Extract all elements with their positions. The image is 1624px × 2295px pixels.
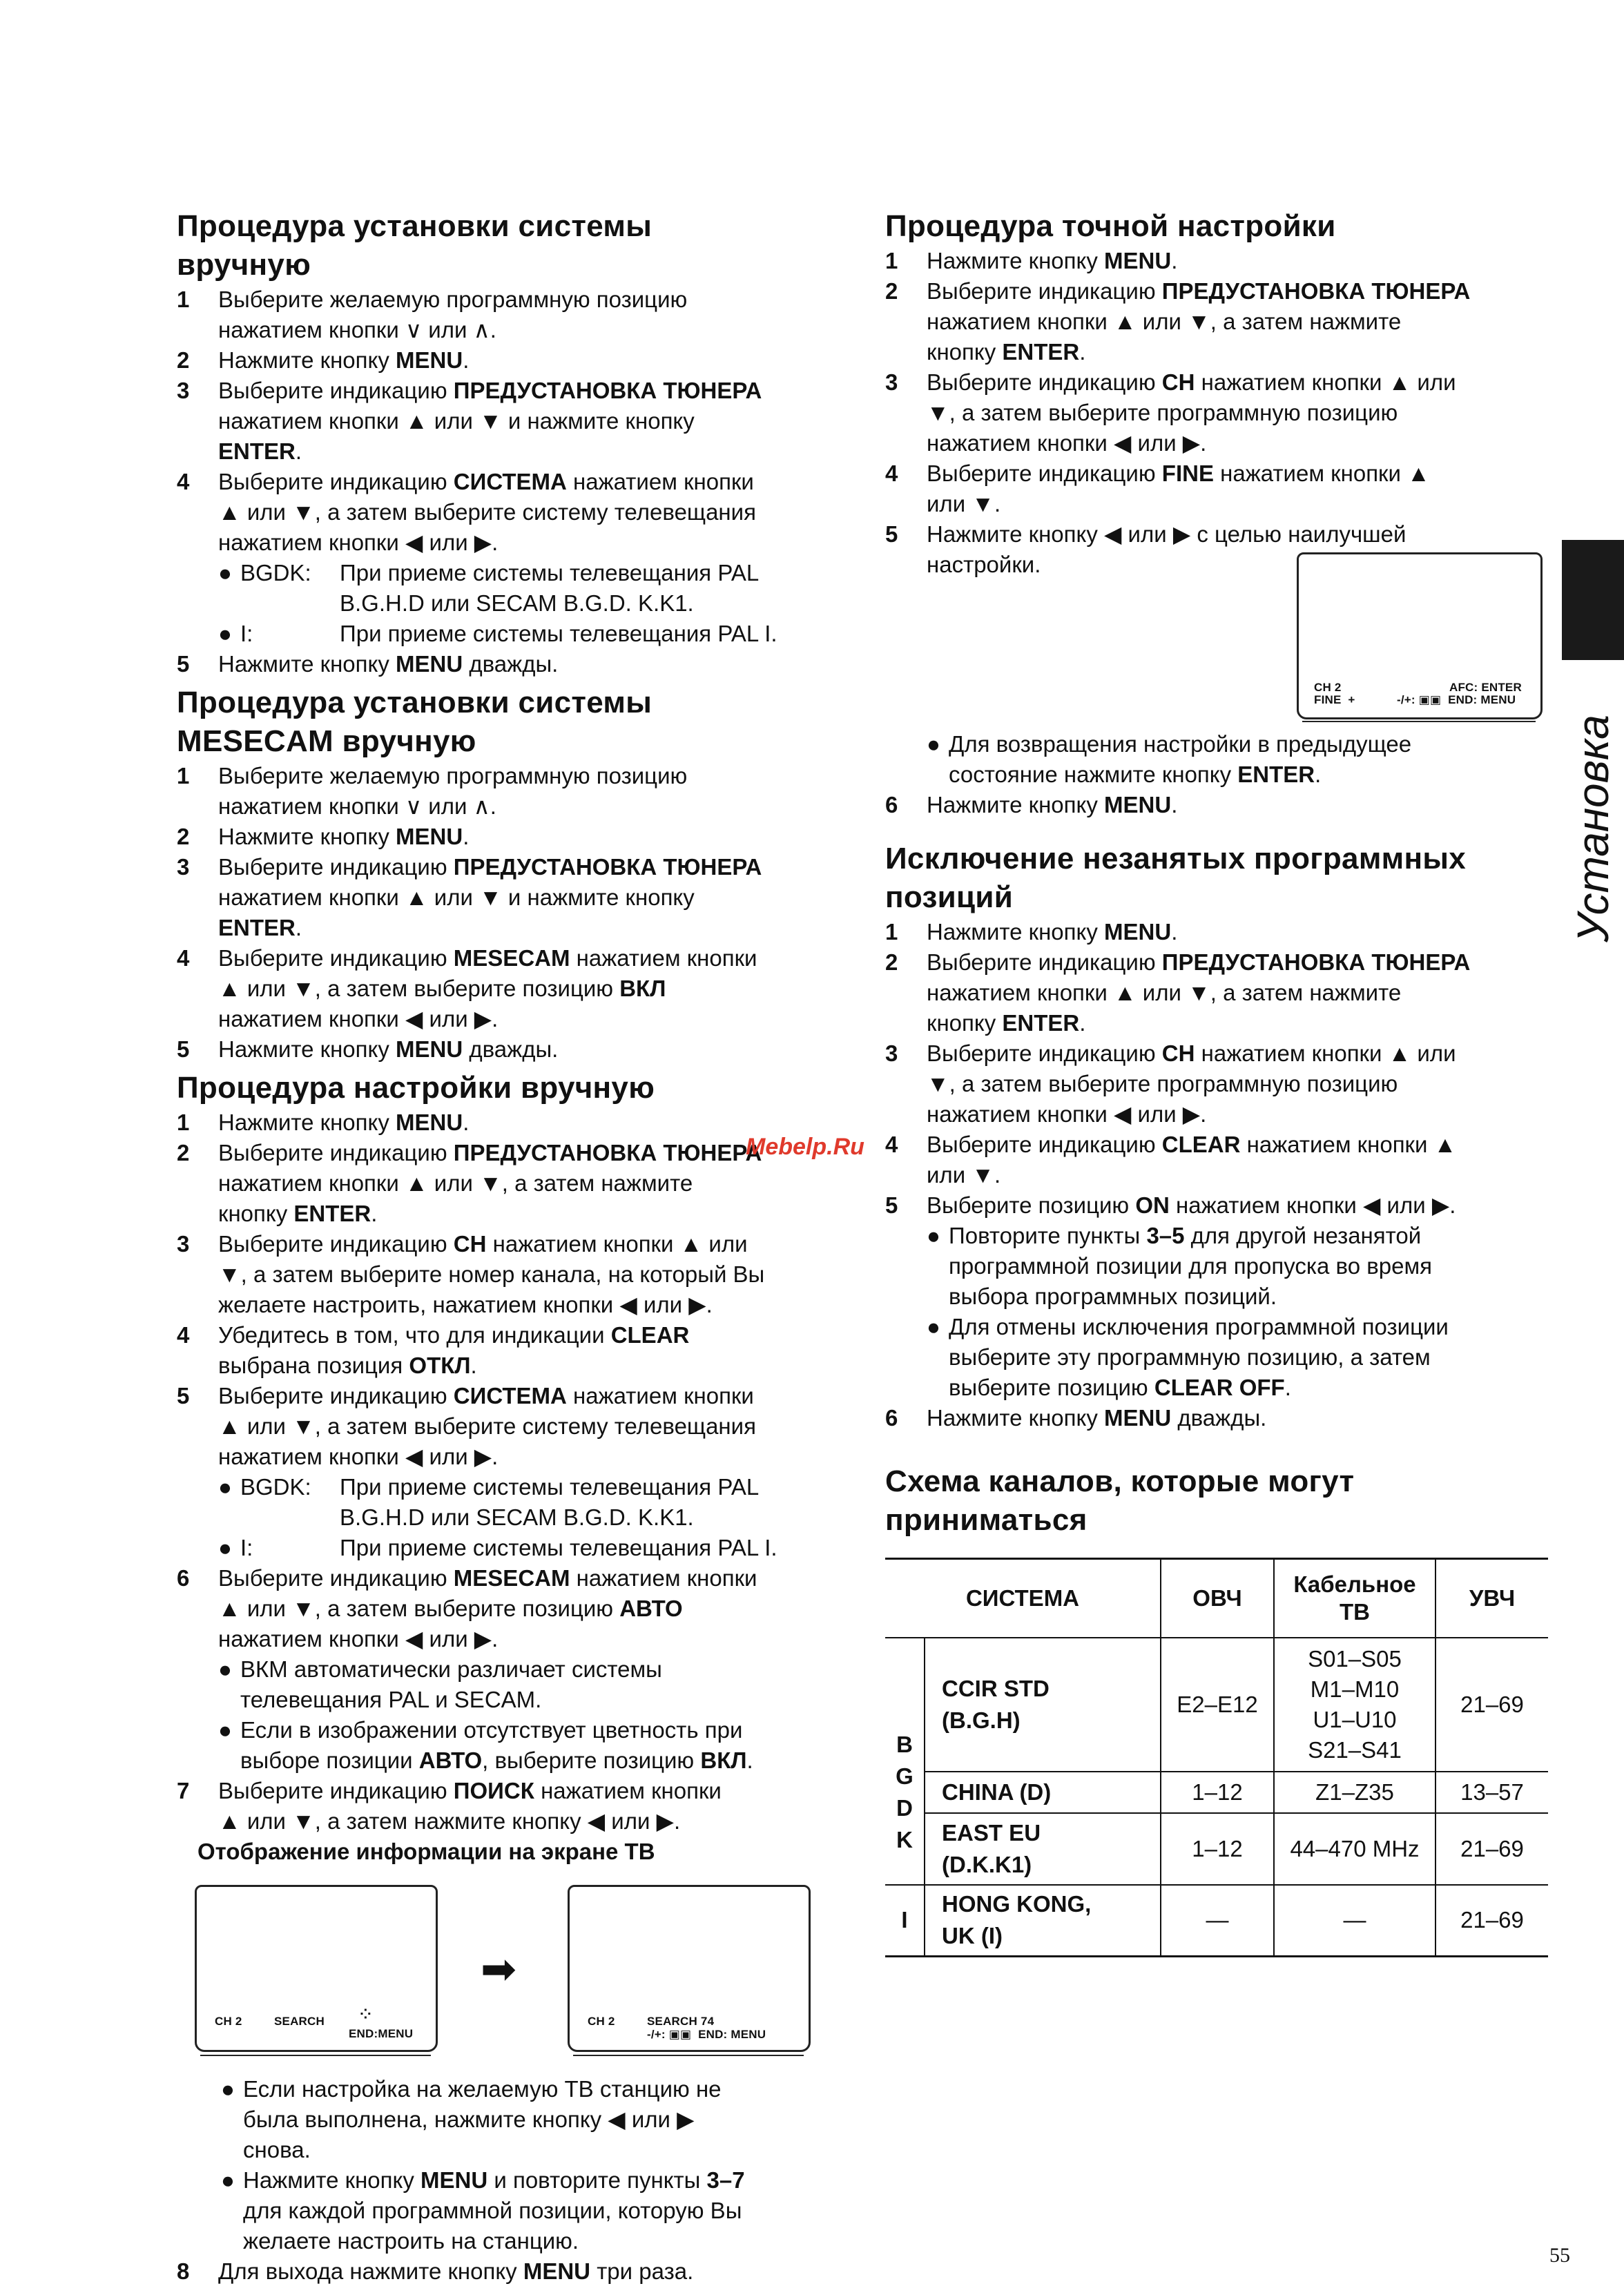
- step-6: 6 Нажмите кнопку MENU дважды.: [885, 1405, 1267, 1431]
- vhf-range: 1–12: [1161, 1772, 1274, 1813]
- system-name: CHINA (D): [925, 1772, 1161, 1813]
- left-column: [177, 207, 840, 2287]
- osd-channel: CH 2: [588, 2015, 615, 2028]
- option-i: ● I: При приеме системы телевещания PAL I.: [218, 621, 777, 646]
- steps-skip-positions: [885, 917, 1548, 1433]
- step-1: 1 Выберите желаемую программную позицию нажатием кнопки ∨ или ∧.: [177, 287, 688, 342]
- note-restore: ● Для возвращения настройки в предыдущее состояние нажмите кнопку ENTER.: [927, 731, 1412, 787]
- step-2: 2 Нажмите кнопку MENU.: [177, 824, 470, 849]
- step-4: 4 Выберите индикацию FINE нажатием кнопки ▲ или ▼.: [885, 461, 1430, 516]
- step-1: 1 Выберите желаемую программную позицию нажатием кнопки ∨ или ∧.: [177, 763, 688, 819]
- table-row: [885, 1638, 1548, 1772]
- channel-table: [885, 1558, 1548, 1957]
- section-title-fine-tuning: Процедура точной настройки: [885, 209, 1336, 243]
- cable-range: S01–S05 M1–M10 U1–U10 S21–S41: [1274, 1638, 1436, 1772]
- cable-range: 44–470 MHz: [1274, 1813, 1436, 1885]
- section-title-mesecam: Процедура установки системы MESECAM вручную: [177, 686, 652, 758]
- group-i: I: [885, 1885, 925, 1957]
- osd-channel: CH 2: [215, 2015, 242, 2028]
- side-tab-marker: [1562, 540, 1624, 660]
- step-7: 7 Выберите индикацию ПОИСК нажатием кнопки ▲ или ▼, а затем нажмите кнопку ◀ или ▶.: [177, 1778, 722, 1834]
- osd-searching-spinner-icon: ⁘: [360, 2007, 371, 2022]
- vhf-range: 1–12: [1161, 1813, 1274, 1885]
- step-5: 5 Выберите индикацию СИСТЕМА нажатием кнопки ▲ или ▼, а затем выберите систему телевещания нажатием кнопки ◀ или ▶.: [177, 1383, 756, 1469]
- tv-screen-found: [568, 1885, 811, 2052]
- tv-base-line: [200, 2055, 431, 2056]
- step-5: 5 Нажмите кнопку MENU дважды.: [177, 651, 559, 677]
- tv-display-caption: Отображение информации на экране ТВ: [197, 1839, 655, 1864]
- steps-fine-tuning-end: [885, 729, 1548, 820]
- system-name: EAST EU (D.K.K1): [925, 1813, 1161, 1885]
- step-2: 2 Выберите индикацию ПРЕДУСТАНОВКА ТЮНЕРА нажатием кнопки ▲ или ▼, а затем нажмите кнопку ENTER.: [177, 1140, 762, 1226]
- tv-screen-searching: [195, 1885, 438, 2052]
- step-5: 5 Нажмите кнопку MENU дважды.: [177, 1036, 559, 1062]
- header-cable: Кабельное ТВ: [1274, 1559, 1436, 1638]
- note-repeat: ● Нажмите кнопку MENU и повторите пункты 3–7 для каждой программной позиции, которую Вы желаете настроить на станцию.: [221, 2167, 745, 2254]
- step-1: 1 Нажмите кнопку MENU.: [885, 248, 1178, 273]
- step-2: 2 Нажмите кнопку MENU.: [177, 347, 470, 373]
- option-bgdk: ● BGDK: При приеме системы телевещания PAL B.G.H.D или SECAM B.G.D. K.K1.: [218, 560, 760, 616]
- header-uhf: УВЧ: [1469, 1585, 1516, 1611]
- fine-tuning-screen-area: [885, 544, 1548, 730]
- uhf-range: 21–69: [1460, 1907, 1524, 1933]
- step-2: 2 Выберите индикацию ПРЕДУСТАНОВКА ТЮНЕРА нажатием кнопки ▲ или ▼, а затем нажмите кнопку ENTER.: [885, 278, 1471, 365]
- table-row: [885, 1772, 1548, 1813]
- osd-afc: AFC: ENTER: [1449, 681, 1522, 694]
- osd-search-number: SEARCH 74: [647, 2015, 715, 2028]
- system-name: HONG KONG, UK (I): [925, 1885, 1161, 1957]
- uhf-range: 21–69: [1460, 1691, 1524, 1717]
- vhf-range: E2–E12: [1161, 1638, 1274, 1772]
- step-5: 5 Нажмите кнопку ◀ или ▶ с целью наилучшей настройки.: [885, 521, 1406, 577]
- tv-screens-row: [177, 1867, 840, 2074]
- step-4: 4 Убедитесь в том, что для индикации CLEAR выбрана позиция ОТКЛ.: [177, 1322, 690, 1378]
- step-3: 3 Выберите индикацию ПРЕДУСТАНОВКА ТЮНЕРА нажатием кнопки ▲ или ▼ и нажмите кнопку ENTER.: [177, 854, 762, 940]
- steps-mesecam: [177, 761, 840, 1065]
- step-6: 6 Нажмите кнопку MENU.: [885, 792, 1178, 817]
- steps-manual-tuning-notes: [177, 2074, 840, 2287]
- note-vcr-auto: ● ВКМ автоматически различает системы телевещания PAL и SECAM.: [218, 1656, 662, 1712]
- watermark: Mebelp.Ru: [746, 1134, 864, 1160]
- steps-manual-tuning: [177, 1107, 840, 1867]
- note-no-color: ● Если в изображении отсутствует цветность при выборе позиции АВТО, выберите позицию ВКЛ.: [218, 1717, 753, 1773]
- option-bgdk: ● BGDK: При приеме системы телевещания PAL B.G.H.D или SECAM B.G.D. K.K1.: [218, 1474, 760, 1530]
- step-3: 3 Выберите индикацию CH нажатием кнопки ▲ или ▼, а затем выберите номер канала, на который Вы желаете настроить, нажатием кнопки ◀ или ▶.: [177, 1231, 765, 1317]
- table-row: [885, 1885, 1548, 1957]
- step-3: 3 Выберите индикацию CH нажатием кнопки ▲ или ▼, а затем выберите программную позицию нажатием кнопки ◀ или ▶.: [885, 1040, 1456, 1127]
- right-column: [885, 207, 1548, 1957]
- side-tab-label: Установка: [1568, 715, 1618, 942]
- step-1: 1 Нажмите кнопку MENU.: [177, 1110, 470, 1135]
- cable-range: Z1–Z35: [1274, 1772, 1436, 1813]
- section-title-channel-scheme: Схема каналов, которые могут приниматься: [885, 1464, 1355, 1537]
- tv-base-line: [1302, 721, 1536, 722]
- osd-search: SEARCH: [274, 2015, 325, 2028]
- step-4: 4 Выберите индикацию MESECAM нажатием кнопки ▲ или ▼, а затем выберите позицию ВКЛ нажатием кнопки ◀ или ▶.: [177, 945, 757, 1032]
- steps-manual-system: [177, 284, 840, 679]
- cable-range: —: [1274, 1885, 1436, 1957]
- step-3: 3 Выберите индикацию ПРЕДУСТАНОВКА ТЮНЕРА нажатием кнопки ▲ или ▼ и нажмите кнопку ENTER.: [177, 378, 762, 464]
- tv-base-line: [573, 2055, 804, 2056]
- note-cancel-skip: ● Для отмены исключения программной позиции выберите эту программную позицию, а затем выберите позицию CLEAR OFF.: [927, 1314, 1449, 1400]
- osd-end-menu: END:MENU: [349, 2027, 414, 2040]
- step-1: 1 Нажмите кнопку MENU.: [885, 919, 1178, 945]
- table-header-row: [885, 1559, 1548, 1638]
- osd-controls: -/+: ▣▣ END: MENU: [647, 2028, 766, 2041]
- uhf-range: 13–57: [1460, 1779, 1524, 1805]
- steps-fine-tuning: [885, 246, 1548, 580]
- step-6: 6 Выберите индикацию MESECAM нажатием кнопки ▲ или ▼, а затем выберите позицию АВТО нажатием кнопки ◀ или ▶.: [177, 1565, 757, 1652]
- osd-channel: CH 2: [1314, 681, 1342, 694]
- right-arrow-icon: ➡: [481, 1946, 516, 1993]
- uhf-range: 21–69: [1460, 1835, 1524, 1861]
- osd-controls: -/+: ▣▣ END: MENU: [1397, 693, 1516, 706]
- step-4: 4 Выберите индикацию СИСТЕМА нажатием кнопки ▲ или ▼, а затем выберите систему телевещания нажатием кнопки ◀ или ▶.: [177, 469, 756, 555]
- vhf-range: —: [1161, 1885, 1274, 1957]
- step-3: 3 Выберите индикацию CH нажатием кнопки ▲ или ▼, а затем выберите программную позицию нажатием кнопки ◀ или ▶.: [885, 369, 1456, 456]
- group-bgdk: B G D K: [885, 1638, 925, 1885]
- section-title-skip-positions: Исключение незанятых программных позиций: [885, 842, 1467, 914]
- system-name: CCIR STD (B.G.H): [925, 1638, 1161, 1772]
- step-4: 4 Выберите индикацию CLEAR нажатием кнопки ▲ или ▼.: [885, 1132, 1457, 1188]
- option-i: ● I: При приеме системы телевещания PAL I.: [218, 1535, 777, 1560]
- step-2: 2 Выберите индикацию ПРЕДУСТАНОВКА ТЮНЕРА нажатием кнопки ▲ или ▼, а затем нажмите кнопку ENTER.: [885, 949, 1471, 1036]
- tv-screen-fine: [1297, 552, 1543, 719]
- note-repeat-skip: ● Повторите пункты 3–5 для другой незанятой программной позиции для пропуска во время выбора программных позиций.: [927, 1223, 1433, 1309]
- section-title-manual-system: Процедура установки системы вручную: [177, 209, 652, 282]
- section-title-manual-tuning: Процедура настройки вручную: [177, 1071, 655, 1105]
- header-system: СИСТЕМА: [885, 1559, 1161, 1638]
- table-row: [885, 1813, 1548, 1885]
- osd-fine: FINE +: [1314, 693, 1355, 706]
- step-5: 5 Выберите позицию ON нажатием кнопки ◀ или ▶.: [885, 1192, 1456, 1218]
- page-number: 55: [1549, 2244, 1570, 2267]
- step-8: 8 Для выхода нажмите кнопку MENU три раза.: [177, 2258, 694, 2284]
- header-vhf: ОВЧ: [1161, 1559, 1274, 1638]
- note-retry: ● Если настройка на желаемую ТВ станцию не была выполнена, нажмите кнопку ◀ или ▶ снова.: [221, 2076, 722, 2162]
